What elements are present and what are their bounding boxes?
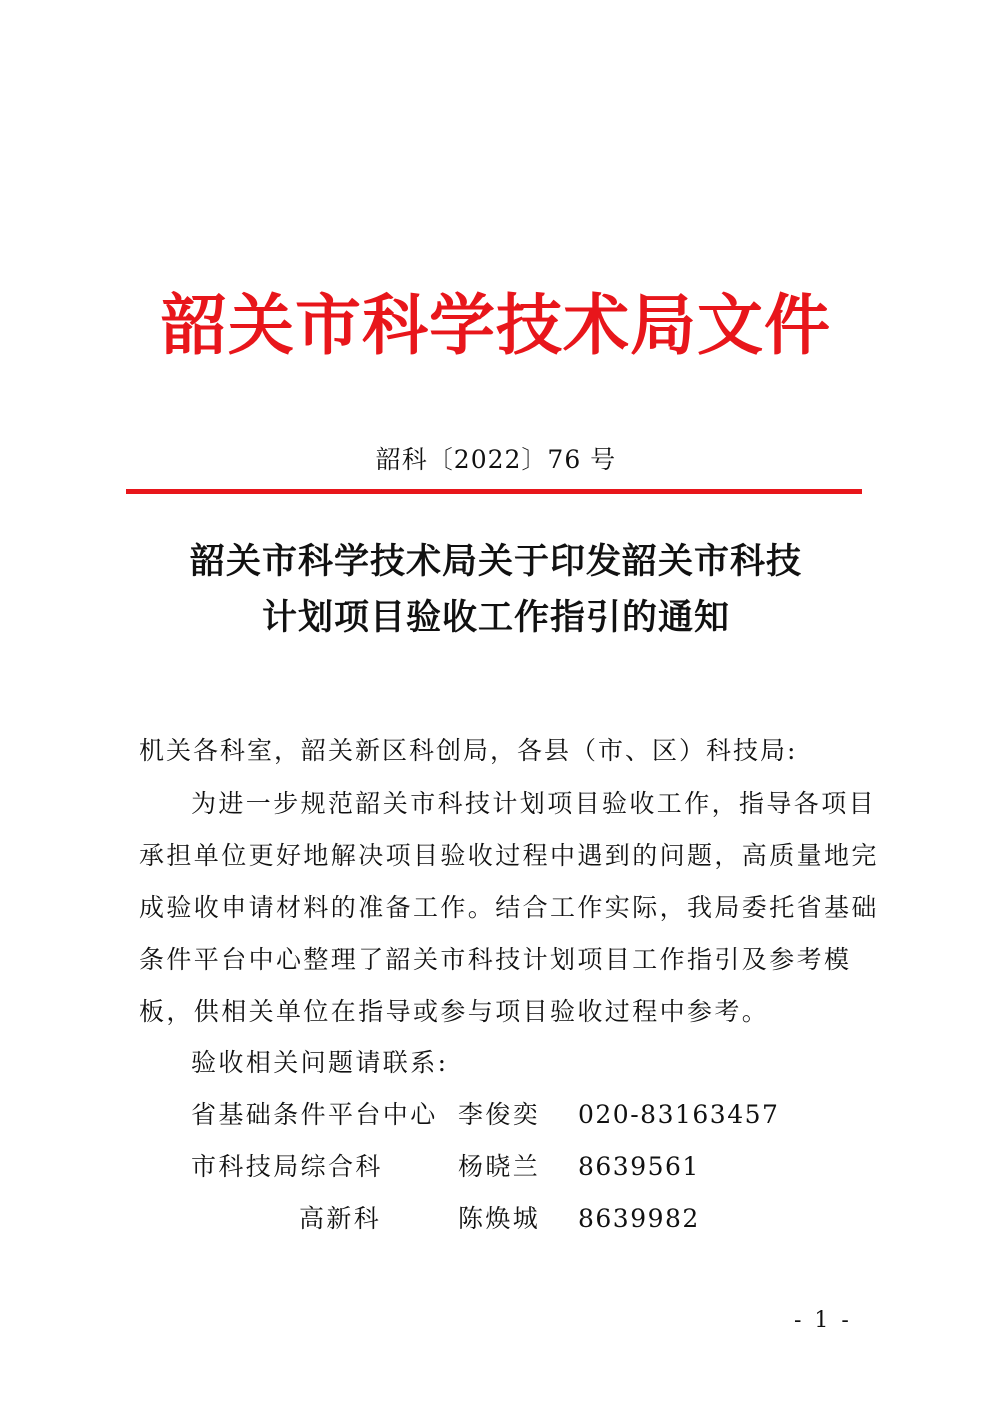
contact-unit: 市科技局综合科: [191, 1152, 383, 1181]
contact-unit: 省基础条件平台中心: [191, 1100, 438, 1129]
page-number: - 1 -: [794, 1308, 852, 1333]
red-divider-line: [126, 489, 862, 494]
notice-title-line-2: 计划项目验收工作指引的通知: [261, 597, 730, 638]
paragraph-line: 板，供相关单位在指导或参与项目验收过程中参考。: [139, 997, 770, 1026]
contact-phone: 8639561: [578, 1152, 700, 1181]
contact-name: 陈焕城: [458, 1204, 541, 1233]
paragraph-line: 条件平台中心整理了韶关市科技计划项目工作指引及参考模: [139, 945, 852, 974]
contact-name: 杨晓兰: [458, 1152, 541, 1181]
salutation: 机关各科室，韶关新区科创局，各县（市、区）科技局:: [139, 736, 798, 765]
paragraph-line: 为进一步规范韶关市科技计划项目验收工作，指导各项目: [191, 789, 877, 818]
document-number: 韶科〔2022〕76 号: [375, 445, 617, 474]
contact-phone: 8639982: [578, 1204, 700, 1233]
masthead-title: 韶关市科学技术局文件: [161, 286, 831, 364]
notice-title: [0, 534, 992, 646]
notice-title-line-1: 韶关市科学技术局关于印发韶关市科技: [189, 541, 802, 582]
contact-phone: 020-83163457: [578, 1100, 780, 1129]
contact-unit: 高新科: [299, 1204, 382, 1233]
contact-intro: 验收相关问题请联系:: [191, 1048, 449, 1077]
paragraph-line: 承担单位更好地解决项目验收过程中遇到的问题，高质量地完: [139, 841, 879, 870]
paragraph-line: 成验收申请材料的准备工作。结合工作实际，我局委托省基础: [139, 893, 879, 922]
contact-name: 李俊奕: [458, 1100, 541, 1129]
body-paragraph: [139, 783, 879, 1043]
